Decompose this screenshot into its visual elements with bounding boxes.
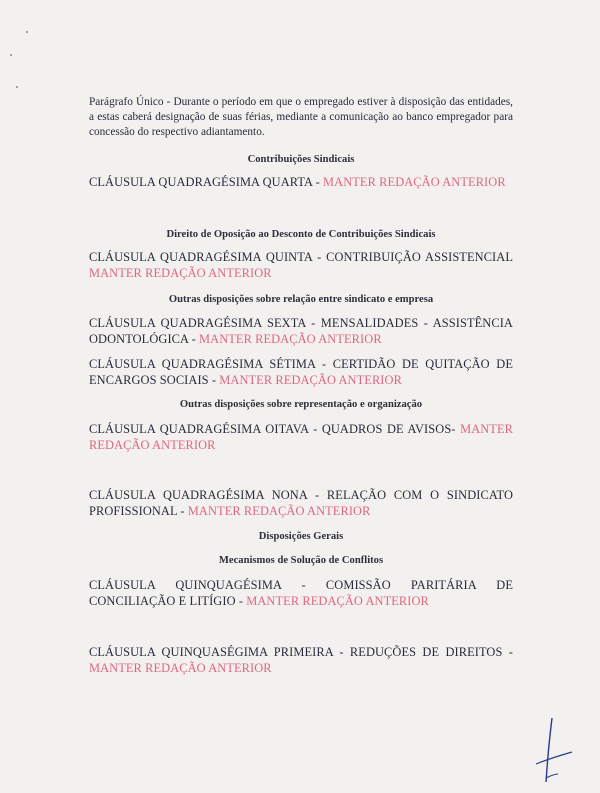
- clause-44-status: MANTER REDAÇÃO ANTERIOR: [323, 175, 506, 189]
- heading-mecanismos: Mecanismos de Solução de Conflitos: [218, 555, 384, 566]
- clause-46-status: MANTER REDAÇÃO ANTERIOR: [199, 332, 382, 346]
- scan-speck: [26, 31, 28, 33]
- clause-47: [89, 356, 513, 388]
- heading-contribuicoes: Contribuições Sindicais: [247, 154, 355, 165]
- clause-48-text: CLÁUSULA QUADRAGÉSIMA OITAVA - QUADROS DE AVISOS-: [89, 422, 461, 436]
- clause-50-status: MANTER REDAÇÃO ANTERIOR: [246, 594, 429, 608]
- heading-outras-representacao: Outras disposições sobre representação e organização: [179, 399, 423, 410]
- clause-44: [89, 174, 513, 190]
- clause-51-status: MANTER REDAÇÃO ANTERIOR: [89, 661, 272, 675]
- clause-46-text: CLÁUSULA QUADRAGÉSIMA SEXTA - MENSALIDADES - ASSISTÊNCIA ODONTOLÓGICA -: [89, 316, 513, 346]
- paragrafo-unico-text: - Durante o período em que o empregado estiver à disposição das entidades, a estas caberá designação de suas férias, mediante a comunicação ao banco empregador para concessão do respectivo adiantamento.: [89, 96, 513, 138]
- heading-direito-oposicao: Direito de Oposição ao Desconto de Contribuições Sindicais: [166, 229, 436, 240]
- clause-45: [89, 249, 513, 281]
- clause-46: [89, 315, 513, 347]
- heading-disposicoes-gerais: Disposições Gerais: [258, 531, 344, 542]
- clause-51-text: CLÁUSULA QUINQUASÉGIMA PRIMEIRA - REDUÇÕES DE DIREITOS -: [89, 645, 513, 659]
- clause-44-text: CLÁUSULA QUADRAGÉSIMA QUARTA -: [89, 175, 324, 189]
- clause-47-status: MANTER REDAÇÃO ANTERIOR: [219, 373, 402, 387]
- clause-51: [89, 644, 513, 676]
- clause-45-status: MANTER REDAÇÃO ANTERIOR: [89, 266, 272, 280]
- signature-mark: [528, 716, 578, 786]
- clause-50: [89, 577, 513, 609]
- clause-49-text: CLÁUSULA QUADRAGÉSIMA NONA - RELAÇÃO COM O SINDICATO PROFISSIONAL -: [89, 488, 513, 518]
- scan-speck: [10, 54, 12, 56]
- clause-49-status: MANTER REDAÇÃO ANTERIOR: [187, 504, 371, 518]
- clause-50-text: CLÁUSULA QUINQUAGÉSIMA - COMISSÃO PARITÁRIA DE CONCILIAÇÃO E LITÍGIO -: [89, 578, 513, 608]
- clause-45-text: CLÁUSULA QUADRAGÉSIMA QUINTA - CONTRIBUIÇÃO ASSISTENCIAL: [89, 250, 513, 264]
- clause-48: [89, 421, 513, 453]
- heading-outras-sindicato: Outras disposições sobre relação entre sindicato e empresa: [168, 294, 434, 305]
- scan-speck: [16, 86, 18, 88]
- clause-47-text: CLÁUSULA QUADRAGÉSIMA SÉTIMA - CERTIDÃO DE QUITAÇÃO DE ENCARGOS SOCIAIS -: [89, 357, 513, 387]
- paragrafo-unico: [89, 95, 513, 140]
- paragrafo-unico-lead: Parágrafo Único: [89, 96, 164, 108]
- clause-48-status: MANTER REDAÇÃO ANTERIOR: [89, 422, 513, 452]
- clause-49: [89, 487, 513, 519]
